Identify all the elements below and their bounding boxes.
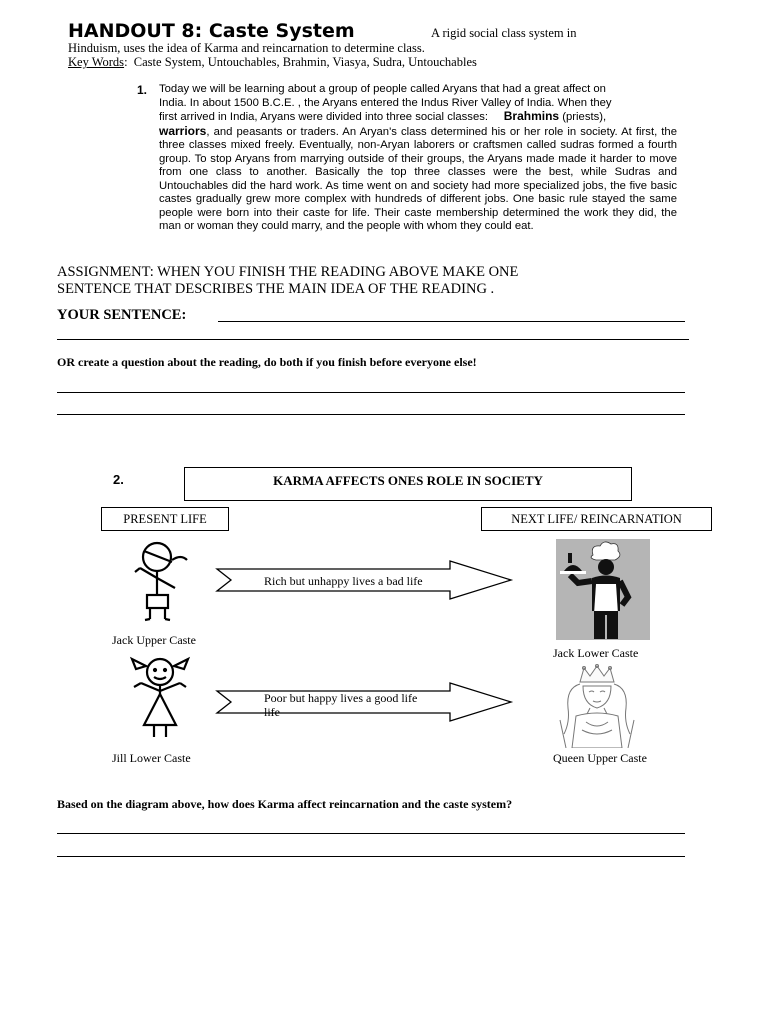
- definition-line-1: A rigid social class system in: [431, 26, 577, 40]
- next-life-box: [481, 507, 712, 531]
- brahmins-term: Brahmins: [503, 109, 560, 123]
- page-title: HANDOUT 8: Caste System: [68, 20, 355, 42]
- arrow-2-text: Poor but happy lives a good life: [264, 691, 418, 705]
- section-1-number: 1.: [137, 83, 148, 97]
- definition-line-2: Hinduism, uses the idea of Karma and reincarnation to determine class.: [68, 41, 425, 55]
- answer-line-3[interactable]: [57, 392, 685, 393]
- jack-upper-caption: Jack Upper Caste: [112, 633, 196, 647]
- karma-title: KARMA AFFECTS ONES ROLE IN SOCIETY: [273, 473, 543, 488]
- present-life-label: PRESENT LIFE: [123, 512, 207, 526]
- reading-rest: [159, 125, 677, 234]
- reading-rest-text: , and peasants or traders. An Aryan's class determined his or her role in society. At first, the three classes mixed freely. Eventually, non-Aryan laborers or craftsmen called sudras formed a fourth group. To stop Aryans from marrying outside of their groups, the Aryans made made it harder to move from one class to another. Basically the top three classes were the best, while Sudras and Untouchables did the hard work. As time went on and society had more specialized jobs, the five basic castes gradually grew more complex with hundreds of different jobs. One basic rule stayed the same people were born into their caste for life. Their caste membership determined the work they did, the man or woman they could marry, and the people with whom they could eat.: [159, 125, 677, 232]
- answer-line-6[interactable]: [57, 856, 685, 857]
- jack-stick-figure-icon: [127, 540, 191, 625]
- reading-line-1: Today we will be learning about a group of people called Aryans that had a great affect on: [159, 83, 606, 95]
- keywords-values: Caste System, Untouchables, Brahmin, Viasya, Sudra, Untouchables: [133, 55, 477, 69]
- assignment-line-1: ASSIGNMENT: WHEN YOU FINISH THE READING ABOVE MAKE ONE: [57, 264, 519, 280]
- waiter-image: [556, 539, 650, 640]
- keywords-colon: :: [124, 55, 128, 69]
- answer-line-1[interactable]: [218, 321, 685, 322]
- jill-stick-figure-icon: [128, 655, 194, 741]
- keywords-label: Key Words: [68, 55, 125, 69]
- reading-line-3: [159, 110, 677, 125]
- next-life-label: NEXT LIFE/ REINCARNATION: [511, 512, 682, 526]
- reading-passage: [159, 83, 677, 234]
- answer-line-5[interactable]: [57, 833, 685, 834]
- jill-lower-caption: Jill Lower Caste: [112, 751, 191, 765]
- jack-lower-caption: Jack Lower Caste: [553, 646, 639, 660]
- arrow-1-text: Rich but unhappy lives a bad life: [264, 574, 423, 588]
- karma-title-box: [184, 467, 632, 501]
- or-question-text: OR create a question about the reading, do both if you finish before everyone else!: [57, 355, 477, 369]
- reading-line-2: India. In about 1500 B.C.E. , the Aryans entered the Indus River Valley of India. When they: [159, 96, 612, 109]
- answer-line-4[interactable]: [57, 414, 685, 415]
- arrow-2-text-wrap: life: [264, 705, 280, 719]
- keywords: [68, 55, 477, 70]
- diagram-question: Based on the diagram above, how does Karma affect reincarnation and the caste system?: [57, 797, 513, 811]
- answer-line-2[interactable]: [57, 339, 689, 340]
- warriors-term: warriors: [159, 123, 207, 138]
- priests-text: (priests),: [562, 111, 607, 123]
- section-2-number: 2.: [113, 472, 124, 487]
- your-sentence-label: YOUR SENTENCE:: [57, 307, 187, 323]
- waiter-icon: [556, 539, 650, 640]
- queen-image-icon: [556, 664, 638, 748]
- assignment-line-2: SENTENCE THAT DESCRIBES THE MAIN IDEA OF THE READING .: [57, 281, 495, 297]
- queen-upper-caption: Queen Upper Caste: [553, 751, 647, 765]
- present-life-box: [101, 507, 229, 531]
- reading-line-3-text: first arrived in India, Aryans were divided into three social classes:: [159, 111, 489, 123]
